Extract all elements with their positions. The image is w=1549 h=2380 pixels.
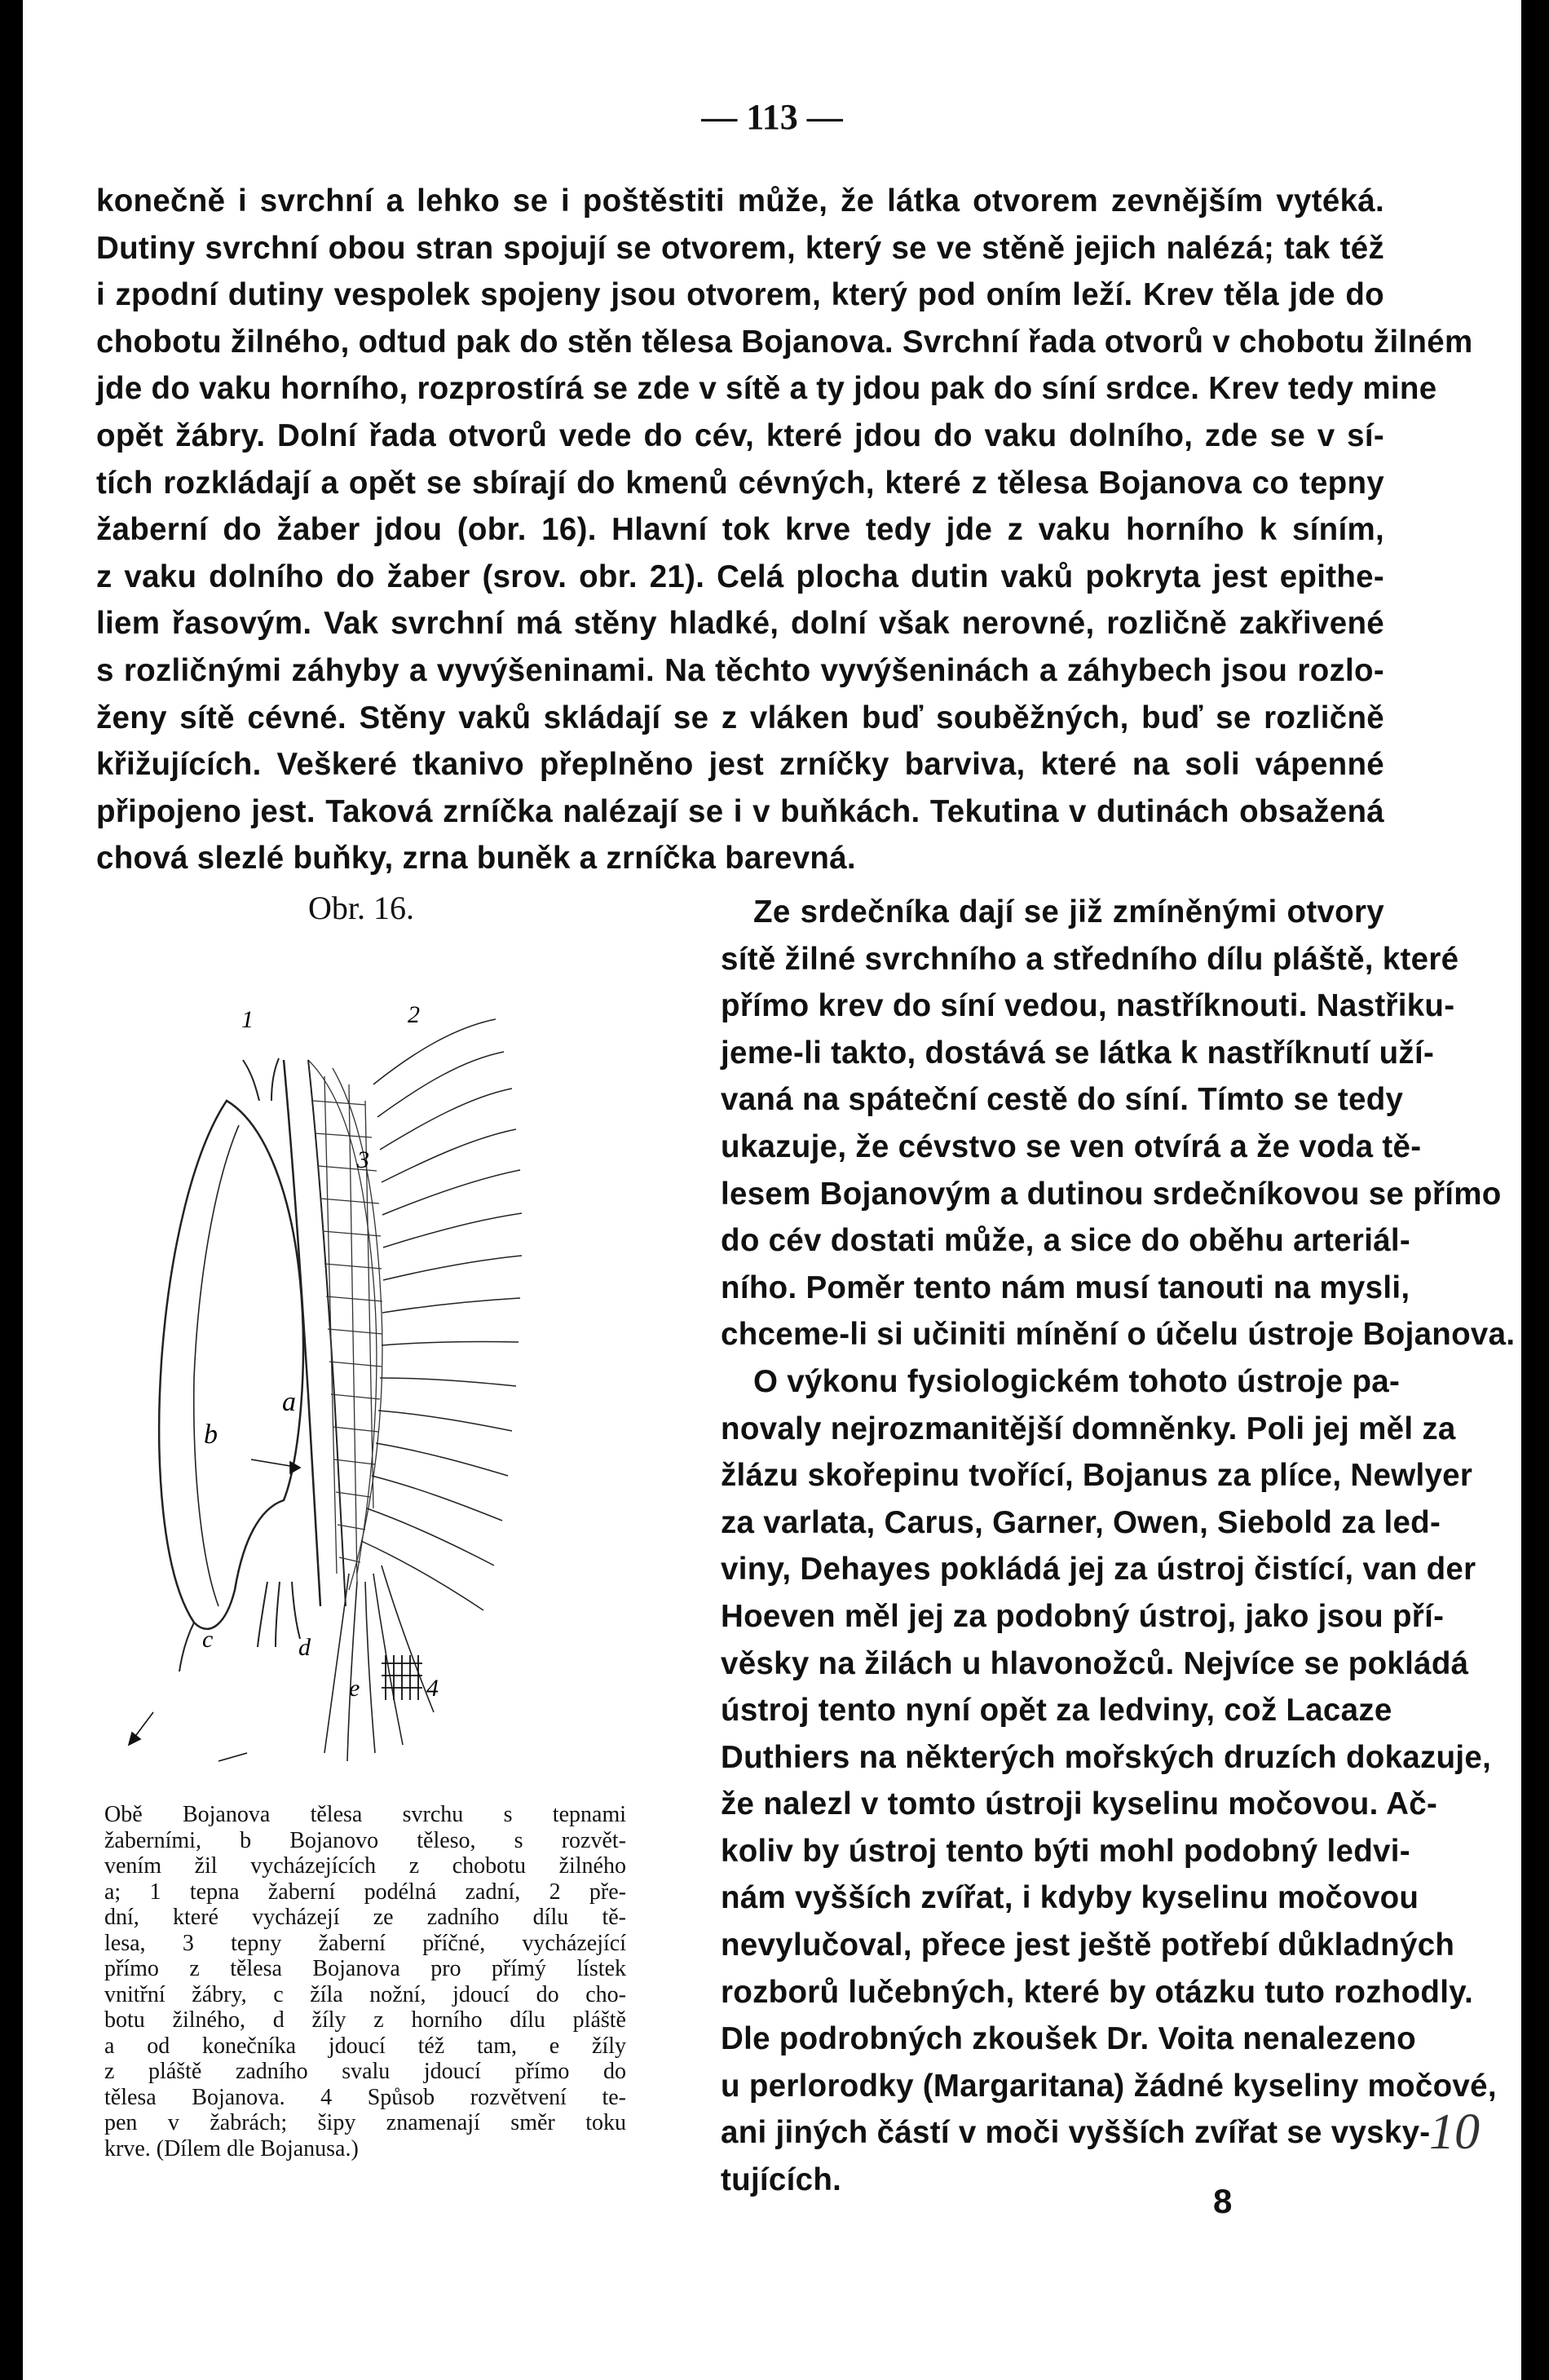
text-line: Dutiny svrchní obou stran spojují se otvorem, který se ve stěně jejich nalézá; tak též [96,230,1384,266]
caption-line: a; 1 tepna žaberní podélná zadní, 2 pře- [104,1879,626,1905]
inner-outline [194,1125,239,1606]
text-line: tích rozkládají a opět se sbírají do kmenů cévných, které z tělesa Bojanova co tepny [96,465,1384,501]
caption-line: z pláště zadního svalu jdoucí přímo do [104,2059,626,2084]
text-line: přímo krev do síní vedou, nastříknouti. Nastřiku- [721,988,1455,1024]
text-line: nám vyšších zvířat, i kdyby kyselinu močovou [721,1880,1419,1916]
text-line: i zpodní dutiny vespolek spojeny jsou otvorem, který pod oním leží. Krev těla jde do [96,277,1384,313]
text-line: s rozličnými záhyby a vyvýšeninami. Na těchto vyvýšeninách a záhybech jsou rozlo- [96,652,1384,688]
label-d: d [298,1634,311,1661]
caption-line: lesa, 3 tepny žaberní příčné, vycházející [104,1930,626,1956]
caption-line: vením žil vycházejících z chobotu žilného [104,1853,626,1879]
text-line: za varlata, Carus, Garner, Owen, Siebold za led- [721,1504,1441,1540]
sheet-signature: 8 [1213,2182,1233,2220]
text-line: lesem Bojanovým a dutinou srdečníkovou se přímo [721,1176,1502,1212]
text-line: tujících. [721,2162,842,2198]
top-stubs [243,1058,279,1101]
text-line: Duthiers na některých mořských druzích dokazuje, [721,1739,1492,1775]
page [23,0,1521,2380]
text-line: novaly nejrozmanitější domněnky. Poli jej měl za [721,1411,1456,1446]
text-line: Ze srdečníka dají se již zmíněnými otvory [753,894,1384,929]
text-line: ukazuje, že cévstvo se ven otvírá a že voda tě- [721,1128,1422,1164]
text-line: jeme-li takto, dostává se látka k nastříknutí uží- [721,1035,1435,1071]
text-line: křižujících. Veškeré tkanivo přeplněno jest zrníčky barviva, které na soli vápenné [96,747,1384,783]
text-line: z vaku dolního do žaber (srov. obr. 21). Celá plocha dutin vaků pokryta jest epithe- [96,559,1384,594]
label-3: 3 [357,1146,369,1173]
caption-line: žaberními, b Bojanovo těleso, s rozvět- [104,1827,626,1853]
gill-arteries [361,1019,522,1610]
caption-line: vnitřní žábry, c žíla nožní, jdoucí do cho- [104,1981,626,2007]
caption-line: Obě Bojanova tělesa svrchu s tepnami [104,1802,626,1827]
page-number: — 113 — [701,97,843,137]
text-line: žlázu skořepinu tvořící, Bojanus za plíce, Newlyer [721,1458,1473,1494]
vein-trunk-edge [308,1060,346,1606]
vein-trunk [284,1060,320,1606]
caption-line: krve. (Dílem dle Bojanusa.) [104,2135,359,2161]
text-line: do cév dostati může, a sice do oběhu arteriál- [721,1223,1411,1259]
figure-title: Obr. 16. [308,890,414,926]
text-line: liem řasovým. Vak svrchní má stěny hladké, dolní však nerovné, rozličně zakřivené [96,606,1384,642]
text-line: konečně i svrchní a lehko se i poštěstiti může, že látka otvorem zevnějším vytéká. [96,183,1384,219]
main-paragraph [96,178,1473,882]
bojanus-organ-illustration [104,938,675,1769]
text-line: sítě žilné svrchního a středního dílu pláště, které [721,941,1459,977]
text-line: chobotu žilného, odtud pak do stěn tělesa Bojanova. Svrchní řada otvorů v chobotu žilném [96,324,1473,360]
caption-line: tělesa Bojanova. 4 Spůsob rozvětvení te- [104,2084,626,2110]
text-line: ani jiných částí v moči vyšších zvířat se vysky- [721,2115,1431,2151]
caption-line: přímo z tělesa Bojanova pro přímý lístek [104,1956,626,1981]
text-line: O výkonu fysiologickém tohoto ústroje pa- [753,1363,1401,1399]
text-line: u perlorodky (Margaritana) žádné kyseliny močové, [721,2068,1497,2104]
label-c: c [202,1626,214,1653]
text-line: chceme-li si učiniti mínění o účelu ústroje Bojanova. [721,1317,1516,1353]
text-line: chová slezlé buňky, zrna buněk a zrníčka barevná. [96,841,856,876]
label-b: b [204,1420,218,1450]
text-line: opět žábry. Dolní řada otvorů vede do cév, které jdou do vaku dolního, zde se v sí- [96,417,1384,453]
label-4: 4 [426,1675,439,1702]
figure-16 [104,889,675,1786]
text-line: rozborů lučebných, které by otázku tuto rozhodly. [721,1974,1474,2010]
text-line: ního. Poměr tento nám musí tanouti na mysli, [721,1269,1410,1305]
text-line: nevylučoval, přece jest ještě potřebí důkladných [721,1927,1455,1963]
text-line: koliv by ústroj tento býti mohl podobný ledvi- [721,1833,1410,1869]
text-line: připojeno jest. Taková zrníčka nalézají se i v buňkách. Tekutina v dutinách obsažená [96,793,1384,829]
label-2: 2 [408,1001,420,1028]
caption-line: a od konečníka jdoucí též tam, e žíly [104,2033,626,2059]
text-line: vaná na spáteční cestě do síní. Tímto se tedy [721,1082,1404,1118]
text-line: žaberní do žaber jdou (obr. 16). Hlavní tok krve tedy jde z vaku horního k síním, [96,512,1384,548]
text-line: jde do vaku horního, rozprostírá se zde v sítě a ty jdou pak do síní srdce. Krev tedy mine [96,371,1437,407]
label-a: a [282,1387,296,1417]
text-line: že nalezl v tomto ústroji kyselinu močovou. Ač- [721,1786,1438,1822]
text-line: viny, Dehayes pokládá jej za ústroj čistící, van der [721,1552,1476,1587]
margin-handwritten-note: 10 [1429,2104,1480,2160]
caption-line: botu žilného, d žíly z horního dílu pláště [104,2007,626,2033]
text-line: ženy sítě cévné. Stěny vaků skládají se z vláken buď souběžných, buď se rozličně [96,700,1384,735]
figure-caption [104,1802,626,2161]
label-e: e [349,1675,360,1702]
label-1: 1 [241,1006,254,1033]
caption-line: dní, které vycházejí ze zadního dílu tě- [104,1905,626,1930]
text-line: věsky na žilách u hlavonožců. Nejvíce se pokládá [721,1645,1469,1681]
text-line: Dle podrobných zkoušek Dr. Voita nenalezeno [721,2021,1416,2057]
text-line: Hoeven měl jej za podobný ústroj, jako jsou pří- [721,1598,1445,1634]
bojanus-body-outline [159,1101,303,1629]
text-line: ústroj tento nyní opět za ledviny, což Lacaze [721,1693,1392,1729]
caption-line: pen v žabrách; šipy znamenají směr toku [104,2110,626,2135]
